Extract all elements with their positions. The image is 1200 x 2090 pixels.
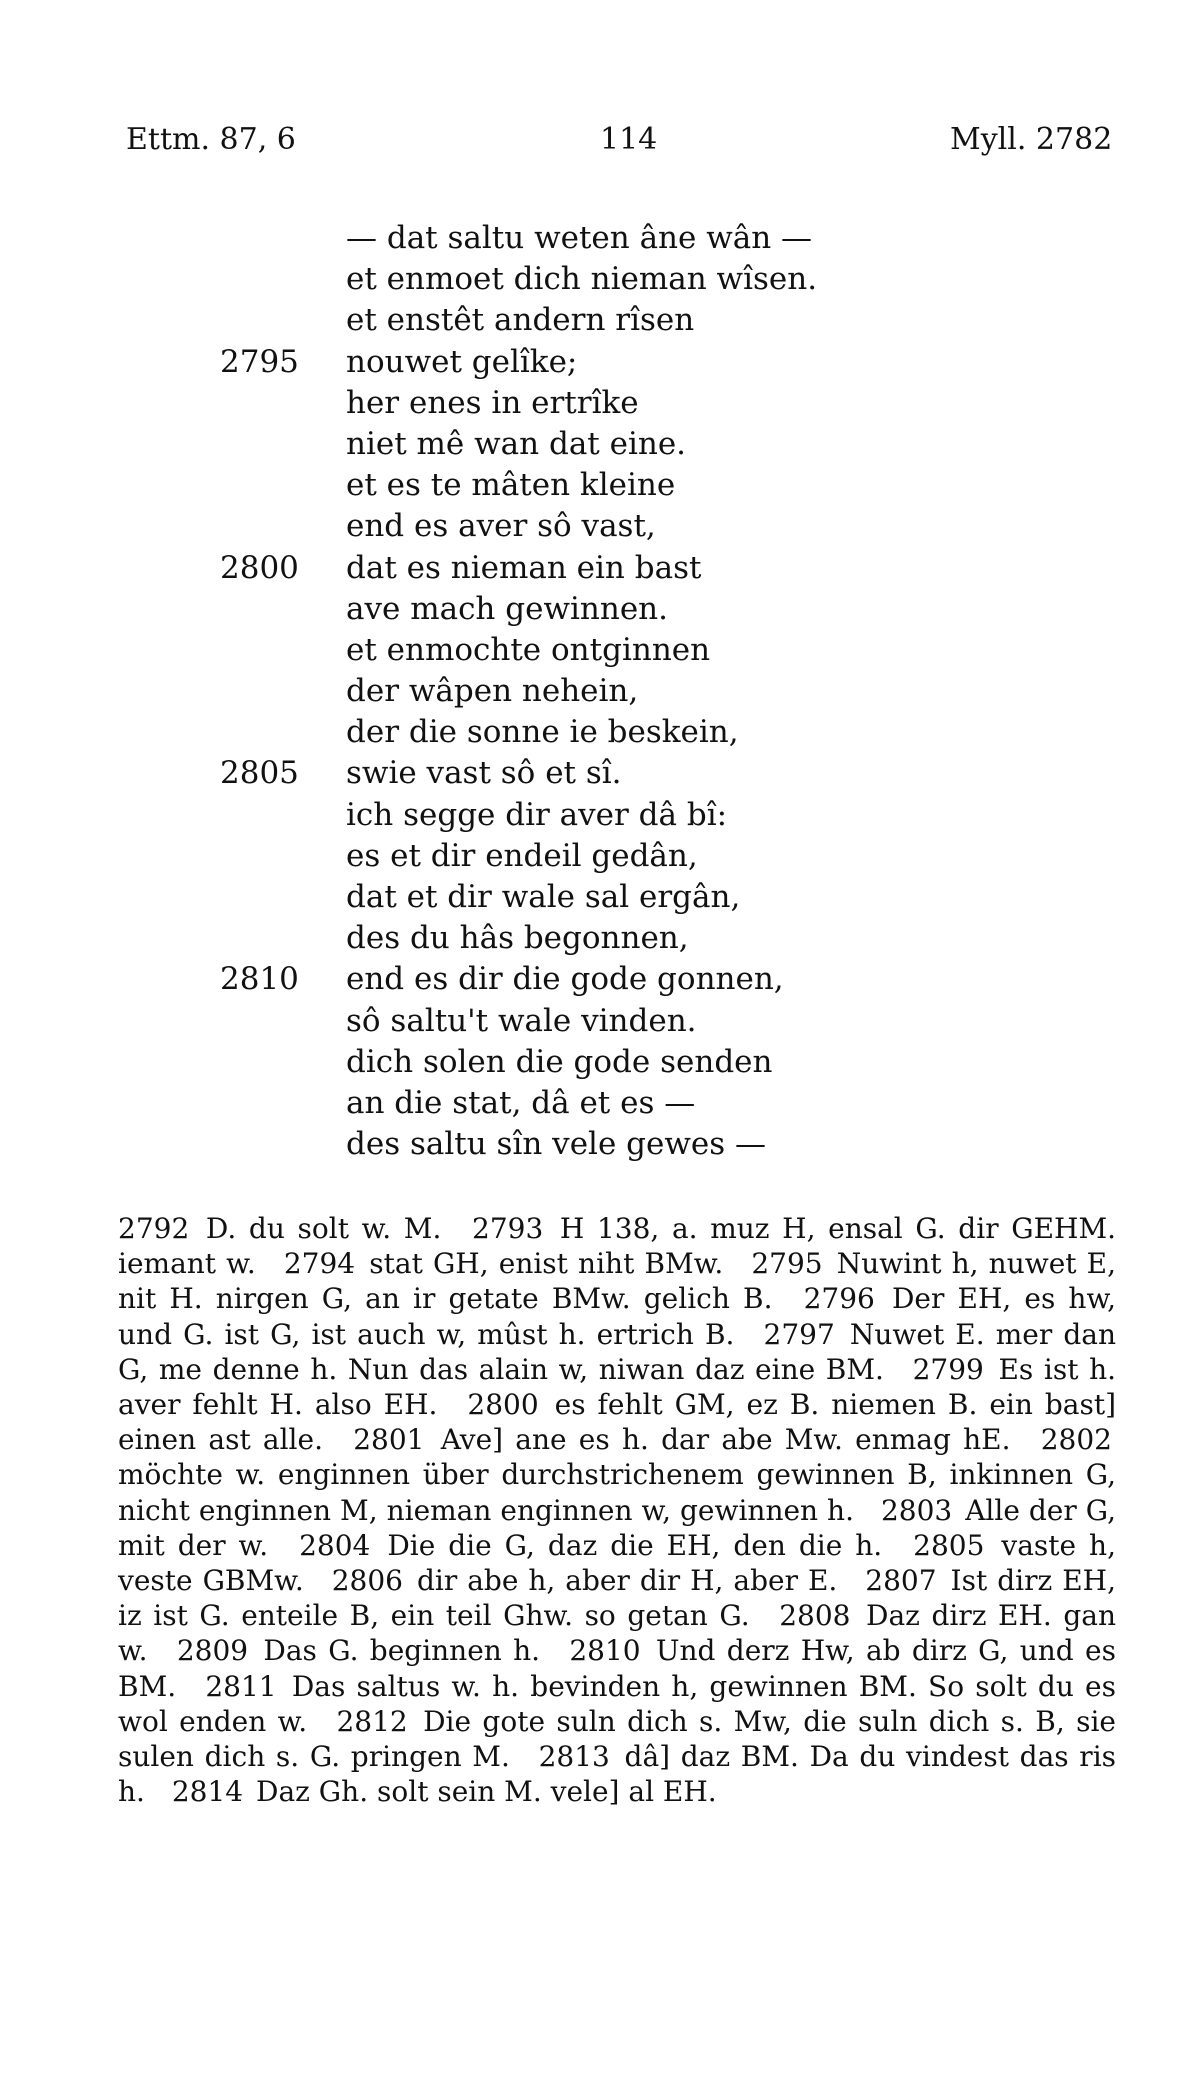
apparatus-text: Nuwet E. mer dan G, me denne h. Nun das alain w, niwan daz eine BM. [118,1317,1116,1386]
apparatus-line-number: 2808 [779,1599,851,1633]
apparatus-line-number: 2800 [467,1388,539,1422]
apparatus-text: Das saltus w. h. bevinden h, gewinnen BM. So solt du es wol enden w. [118,1669,1116,1738]
verse-text: her enes in ertrîke [346,384,639,421]
verse-line [0,342,1200,383]
verse-text: et enmochte ontginnen [346,631,711,668]
page-number: 114 [600,122,658,157]
verse-text: dich solen die gode senden [346,1043,773,1080]
verse-line [0,671,1200,712]
apparatus-text: es fehlt GM, ez B. niemen B. ein bast] einen ast alle. [118,1388,1117,1457]
apparatus-line-number: 2810 [569,1634,641,1668]
apparatus-text: Nuwint h, nuwet E, nit H. nirgen G, an ir getate BMw. gelich B. [118,1247,1116,1316]
apparatus-note [299,1529,882,1562]
verse-text: et enstêt andern rîsen [346,302,695,339]
verse-text: ich segge dir aver dâ bî: [346,796,728,833]
verse-text: der wâpen nehein, [346,673,639,710]
apparatus-note [118,1212,441,1245]
verse-block [0,218,1200,1165]
verse-line [0,1083,1200,1124]
verse-text: sô saltu't wale vinden. [346,1002,697,1039]
apparatus-line-number: 2803 [880,1493,953,1527]
header-left-reference: Ettm. 87, 6 [126,122,296,157]
verse-line [0,424,1200,465]
running-header [0,122,1200,162]
apparatus-text: Der EH, es hw, und G. ist G, ist auch w, mûst h. ertrich B. [118,1282,1117,1351]
verse-text: der die sonne ie beskein, [346,714,739,751]
verse-line [0,795,1200,836]
apparatus-text: Die die G, daz die EH, den die h. [387,1528,883,1562]
verse-line [0,1042,1200,1083]
verse-line [0,383,1200,424]
verse-line [0,918,1200,959]
apparatus-text: vaste h, veste GBMw. [118,1528,1116,1598]
apparatus-line-number: 2812 [336,1704,408,1738]
apparatus-line-number: 2806 [331,1564,403,1598]
verse-line [0,959,1200,1000]
apparatus-text: dir abe h, aber dir H, aber E. [416,1564,838,1598]
verse-text: et es te mâten kleine [346,467,676,504]
apparatus-text: Ist dirz EH, iz ist G. enteile B, ein teil Ghw. so getan G. [118,1564,1116,1633]
verse-text: swie vast sô et sî. [346,755,622,792]
apparatus-line-number: 2799 [912,1352,984,1386]
verse-line [0,836,1200,877]
verse-number: 2805 [220,755,299,792]
verse-line [0,259,1200,300]
apparatus-line-number: 2793 [472,1212,544,1245]
verse-text: dat et dir wale sal ergân, [346,879,741,915]
verse-text: des du hâs begonnen, [346,920,689,957]
apparatus-text: Das G. beginnen h. [263,1634,541,1668]
apparatus-text: Und derz Hw, ab dirz G, und es BM. [118,1634,1116,1703]
verse-line [0,506,1200,547]
verse-line [0,548,1200,589]
verse-line [0,877,1200,918]
verse-line [0,589,1200,630]
verse-text: end es dir die gode gonnen, [346,961,784,998]
verse-text: nouwet gelîke; [346,343,578,380]
verse-line [0,753,1200,794]
apparatus-text: Es ist h. aver fehlt H. also EH. [118,1352,1117,1422]
apparatus-line-number: 2805 [913,1528,985,1562]
verse-text: ave mach gewinnen. [346,590,668,627]
apparatus-text: dâ] daz BM. Da du vindest das ris h. [118,1740,1117,1809]
verse-text: — dat saltu weten âne wân — [346,220,813,256]
verse-text: es et dir endeil gedân, [346,837,698,874]
apparatus-line-number: 2801 [353,1423,425,1457]
apparatus-line-number: 2811 [205,1669,277,1703]
apparatus-text: möchte w. enginnen über durchstrichenem gewinnen B, inkinnen G, nicht enginnen M, nieman enginnen w, gewinnen h. [118,1458,1116,1527]
verse-text: end es aver sô vast, [346,508,656,545]
apparatus-note [284,1247,723,1280]
apparatus-text: D. du solt w. M. [205,1212,442,1245]
apparatus-line-number: 2802 [1040,1423,1112,1457]
apparatus-line-number: 2807 [865,1564,937,1598]
apparatus-line-number: 2792 [118,1212,190,1245]
apparatus-text: H 138, a. muz H, ensal G. dir GEHM. iemant w. [118,1212,1117,1281]
verse-number: 2810 [220,961,299,998]
verse-line [0,630,1200,671]
verse-text: et enmoet dich nieman wîsen. [346,261,818,298]
apparatus-text: Alle der G, mit der w. [118,1493,1116,1562]
apparatus-note [332,1564,838,1597]
verse-text: dat es nieman ein bast [346,549,702,586]
apparatus-text: stat GH, enist niht BMw. [369,1247,724,1281]
apparatus-line-number: 2795 [751,1247,823,1281]
verse-line [0,465,1200,506]
apparatus-text: Ave] ane es h. dar abe Mw. enmag hE. [440,1423,1011,1457]
apparatus-line-number: 2796 [803,1282,875,1316]
apparatus-line-number: 2794 [283,1247,356,1281]
apparatus-line-number: 2804 [299,1528,371,1562]
verse-line [0,218,1200,259]
apparatus-line-number: 2809 [176,1634,249,1668]
verse-line [0,300,1200,341]
verse-text: niet mê wan dat eine. [346,425,687,462]
verse-number: 2795 [220,343,299,380]
apparatus-text: Daz Gh. solt sein M. vele] al EH. [256,1775,717,1809]
apparatus-note [177,1634,540,1667]
apparatus-note [353,1423,1010,1456]
apparatus-line-number: 2797 [763,1317,835,1351]
verse-line [0,712,1200,753]
verse-line [0,1001,1200,1042]
verse-text: an die stat, dâ et es — [346,1084,696,1121]
apparatus-text: Die gote suln dich s. Mw, die suln dich s. B, sie sulen dich s. G. pringen M. [118,1704,1116,1774]
critical-apparatus [118,1211,1116,1809]
verse-number: 2800 [220,549,299,586]
apparatus-line-number: 2814 [171,1775,244,1809]
header-right-reference: Myll. 2782 [950,122,1113,157]
apparatus-line-number: 2813 [538,1740,610,1774]
apparatus-text: Daz dirz EH. gan w. [118,1599,1116,1668]
apparatus-note [172,1775,717,1808]
verse-line [0,1124,1200,1165]
verse-text: des saltu sîn vele gewes — [346,1126,766,1163]
